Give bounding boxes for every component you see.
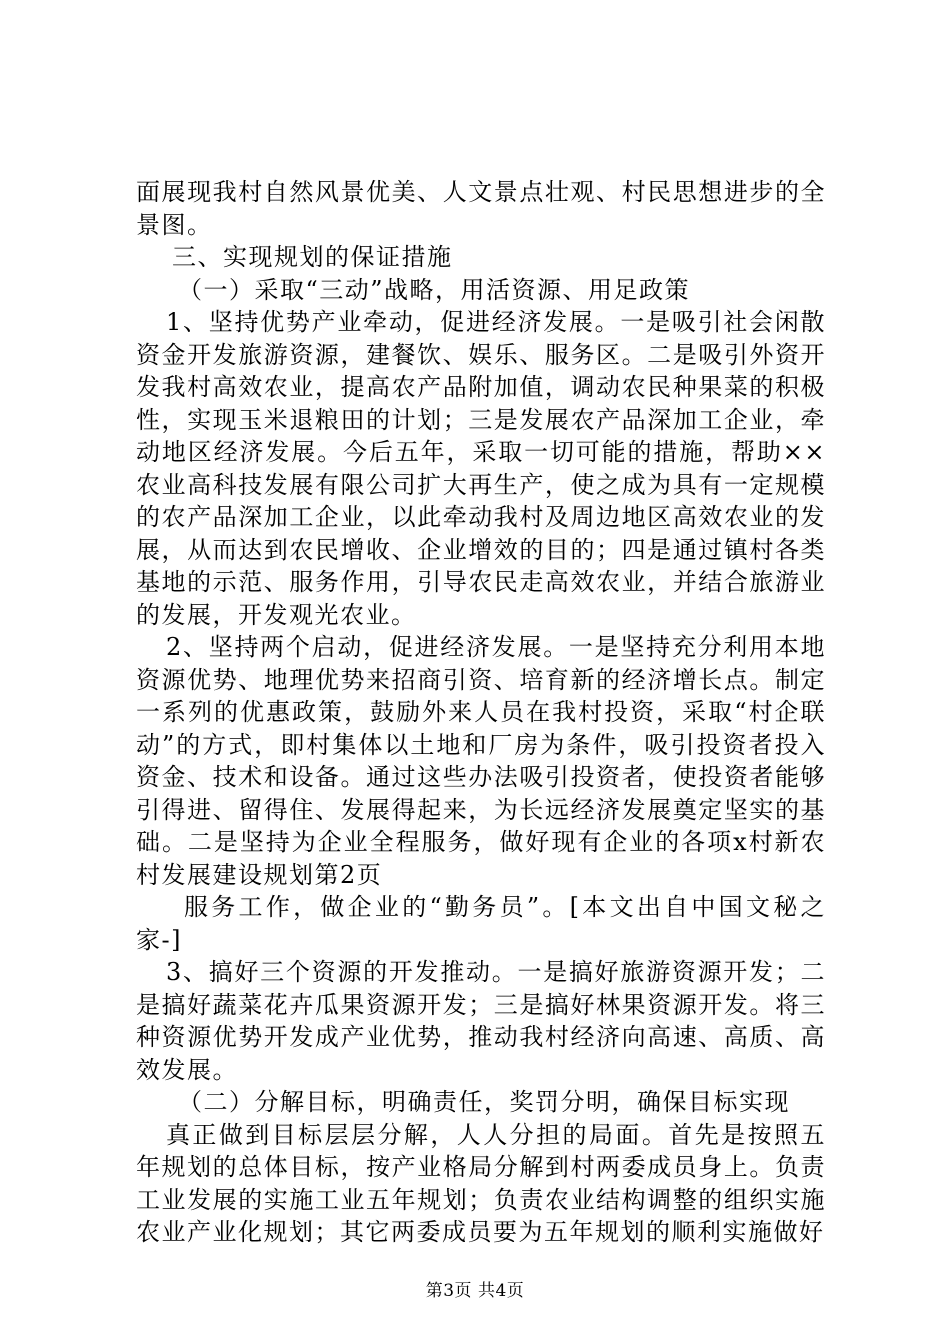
- document-body: [136, 176, 826, 1249]
- subsection-heading: （一）采取“三动”战略，用活资源、用足政策: [178, 275, 691, 304]
- section-heading: 三、实现规划的保证措施: [172, 243, 453, 271]
- paragraph-continuation: 面展现我村自然风景优美、人文景点壮观、村民思想进步的全景图。: [136, 178, 826, 239]
- paragraph-item-1: 1、坚持优势产业牵动，促进经济发展。一是吸引社会闲散资金开发旅游资源，建餐饮、娱乐、服务区。二是吸引外资开发我村高效农业，提高农产品附加值，调动农民种果菜的积极性，实现玉米退粮田的计划；三是发展农产品深加工企业，牵动地区经济发展。今后五年，采取一切可能的措施，帮助××农业高科技发展有限公司扩大再生产，使之成为具有一定规模的农产品深加工企业，以此牵动我村及周边地区高效农业的发展，从而达到农民增收、企业增效的目的；四是通过镇村各类基地的示范、服务作用，引导农民走高效农业，并结合旅游业的发展，开发观光农业。: [136, 308, 826, 629]
- subsection-heading-2: （二）分解目标，明确责任，奖罚分明，确保目标实现: [178, 1088, 790, 1116]
- paragraph-service-note: 服务工作，做企业的“勤务员”。[本文出自中国文秘之家-]: [136, 893, 826, 954]
- page-number-footer: 第3页 共4页: [425, 1281, 525, 1301]
- paragraph-targets: 真正做到目标层层分解，人人分担的局面。首先是按照五年规划的总体目标，按产业格局分解到村两委成员身上。负责工业发展的实施工业五年规划；负责农业结构调整的组织实施农业产业化规划；其它两委成员要为五年规划的顺利实施做好: [136, 1120, 826, 1246]
- paragraph-item-2: 2、坚持两个启动，促进经济发展。一是坚持充分利用本地资源优势、地理优势来招商引资、培育新的经济增长点。制定一系列的优惠政策，鼓励外来人员在我村投资，采取“村企联动”的方式，即村集体以土地和厂房为条件，吸引投资者投入资金、技术和设备。通过这些办法吸引投资者，使投资者能够引得进、留得住、发展得起来，为长远经济发展奠定坚实的基础。二是坚持为企业全程服务，做好现有企业的各项x村新农村发展建设规划第2页: [136, 633, 826, 889]
- paragraph-item-3: 3、搞好三个资源的开发推动。一是搞好旅游资源开发；二是搞好蔬菜花卉瓜果资源开发；三是搞好林果资源开发。将三种资源优势开发成产业优势，推动我村经济向高速、高质、高效发展。: [136, 958, 826, 1084]
